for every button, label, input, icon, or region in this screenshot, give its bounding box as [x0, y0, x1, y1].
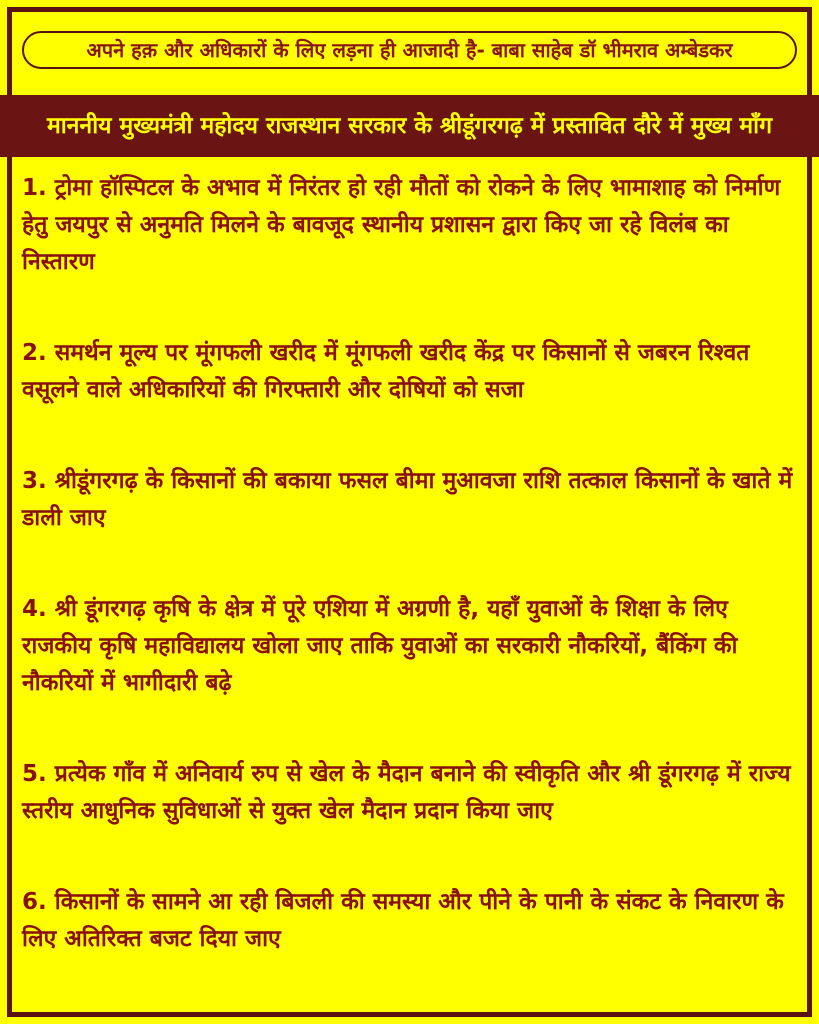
ambedkar-quote: अपने हक़ और अधिकारों के लिए लड़ना ही आजादी है- बाबा साहेब डॉ भीमराव अम्बेडकर	[22, 31, 797, 69]
demand-item-2: 2. समर्थन मूल्य पर मूंगफली खरीद में मूंगफली खरीद केंद्र पर किसानों से जबरन रिश्वत वसूलने वाले अधिकारियों की गिरफ्तारी और दोषियों को सजा	[22, 340, 750, 403]
demand-item-1: 1. ट्रोमा हॉस्पिटल के अभाव में निरंतर हो रही मौतों को रोकने के लिए भामाशाह को निर्माण हेतु जयपुर से अनुमति मिलने के बावजूद स्थानीय प्रशासन द्वारा किए जा रहे विलंब का निस्तारण	[22, 175, 781, 275]
demand-item-4: 4. श्री डूंगरगढ़ कृषि के क्षेत्र में पूरे एशिया में अग्रणी है, यहाँ युवाओं के शिक्षा के लिए राजकीय कृषि महाविद्यालय खोला जाए ताकि युवाओं का सरकारी नौकरियों, बैंकिंग की नौकरियों में भागीदारी बढ़े	[22, 596, 738, 696]
demand-banner-title: माननीय मुख्यमंत्री महोदय राजस्थान सरकार के श्रीडूंगरगढ़ में प्रस्तावित दौरे में मुख्य माँग	[0, 95, 819, 157]
demand-item-5: 5. प्रत्येक गाँव में अनिवार्य रुप से खेल के मैदान बनाने की स्वीकृति और श्री डूंगरगढ़ में राज्य स्तरीय आधुनिक सुविधाओं से युक्त खेल मैदान प्रदान किया जाए	[22, 761, 791, 824]
demands-list	[22, 170, 802, 1012]
demand-item-6: 6. किसानों के सामने आ रही बिजली की समस्या और पीने के पानी के संकट के निवारण के लिए अतिरिक्त बजट दिया जाए	[22, 889, 784, 952]
demand-item-3: 3. श्रीडूंगरगढ़ के किसानों की बकाया फसल बीमा मुआवजा राशि तत्काल किसानों के खाते में डाली जाए	[22, 468, 793, 531]
